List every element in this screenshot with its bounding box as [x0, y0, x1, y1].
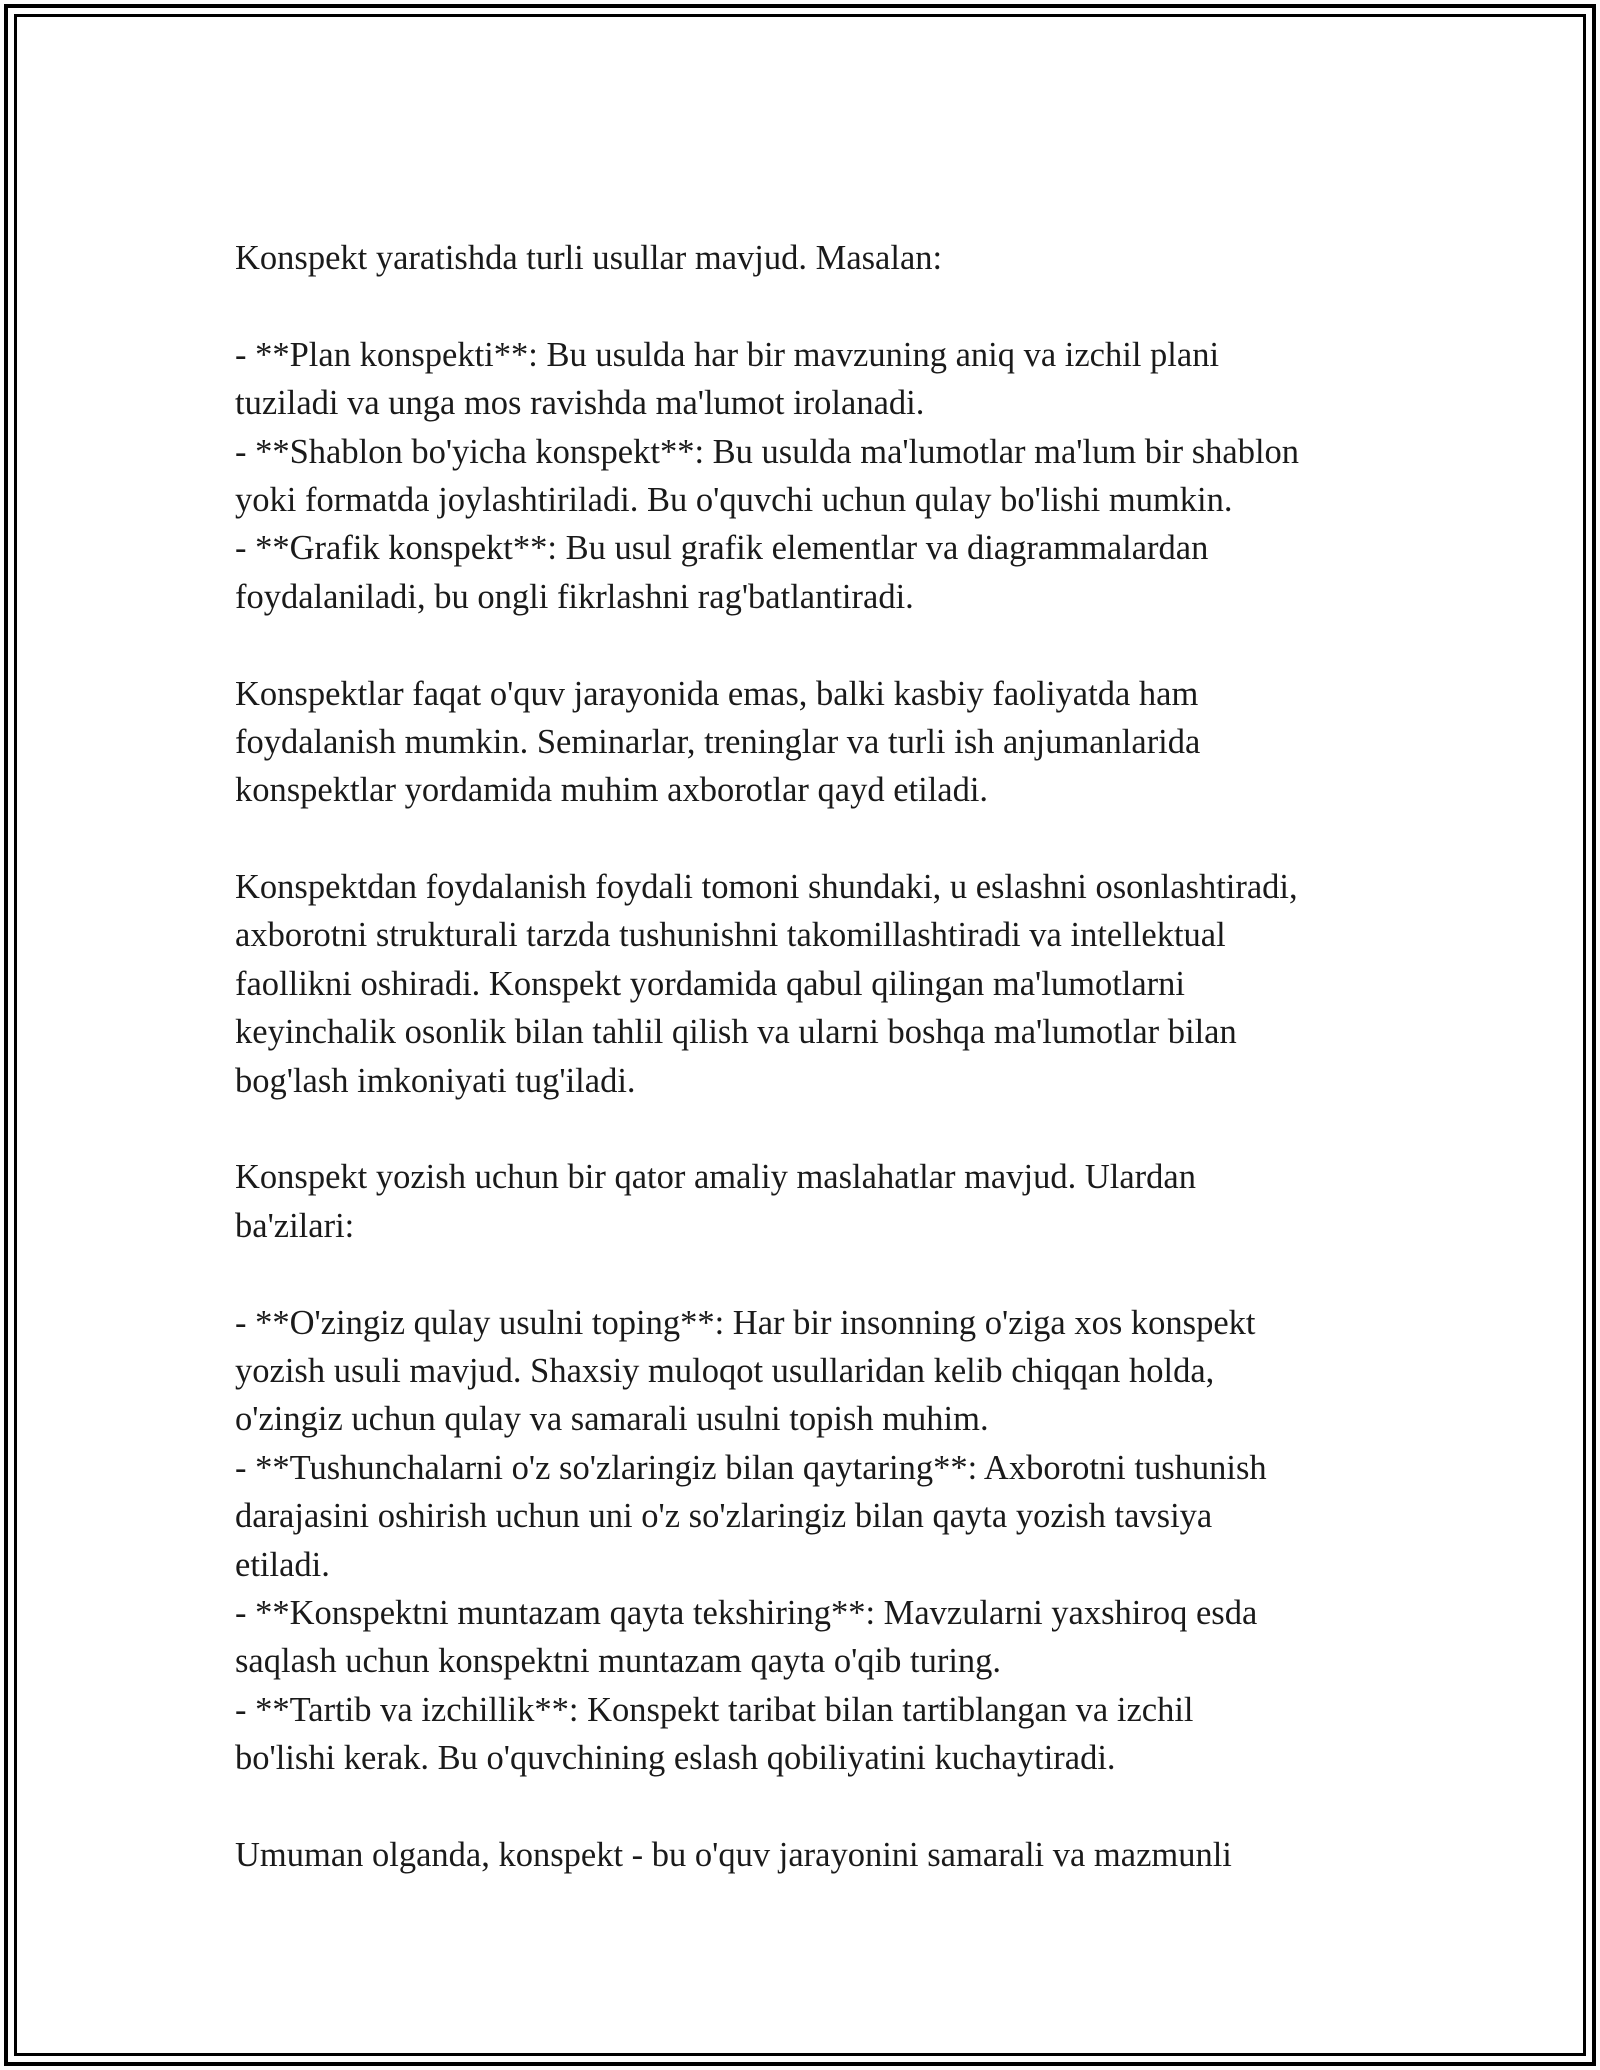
text-line: - **Tushunchalarni o'z so'zlaringiz bilan qaytaring**: Axborotni tushunish	[235, 1448, 1267, 1487]
text-line: faollikni oshiradi. Konspekt yordamida qabul qilingan ma'lumotlarni	[235, 964, 1185, 1003]
text-line: - **O'zingiz qulay usulni toping**: Har bir insonning o'ziga xos konspekt	[235, 1303, 1256, 1342]
text-line: axborotni strukturali tarzda tushunishni takomillashtiradi va intellektual	[235, 916, 1226, 955]
paragraph-spacer	[235, 1250, 1395, 1298]
paragraph-spacer	[235, 282, 1395, 330]
text-line: yoki formatda joylashtiriladi. Bu o'quvchi uchun qulay bo'lishi mumkin.	[235, 480, 1233, 519]
paragraph-spacer	[235, 1105, 1395, 1153]
text-line: bog'lash imkoniyati tug'iladi.	[235, 1061, 636, 1100]
paragraph-spacer	[235, 621, 1395, 669]
text-line: - **Plan konspekti**: Bu usulda har bir mavzuning aniq va izchil plani	[235, 335, 1220, 374]
paragraph	[235, 1153, 1395, 1250]
text-line: darajasini oshirish uchun uni o'z so'zlaringiz bilan qayta yozish tavsiya	[235, 1497, 1213, 1536]
text-line: etiladi.	[235, 1545, 330, 1584]
text-line: - **Grafik konspekt**: Bu usul grafik elementlar va diagrammalardan	[235, 529, 1209, 568]
paragraph-spacer	[235, 1783, 1395, 1831]
text-line: Konspekt yozish uchun bir qator amaliy maslahatlar mavjud. Ulardan	[235, 1158, 1196, 1197]
text-line: o'zingiz uchun qulay va samarali usulni topish muhim.	[235, 1400, 989, 1439]
text-line: foydalaniladi, bu ongli fikrlashni rag'batlantiradi.	[235, 577, 914, 616]
text-line: saqlash uchun konspektni muntazam qayta o'qib turing.	[235, 1642, 1002, 1681]
paragraph	[235, 234, 1395, 282]
paragraph	[235, 331, 1395, 621]
paragraph	[235, 670, 1395, 815]
text-line: keyinchalik osonlik bilan tahlil qilish va ularni boshqa ma'lumotlar bilan	[235, 1013, 1237, 1052]
text-line: Konspekt yaratishda turli usullar mavjud. Masalan:	[235, 239, 943, 277]
paragraph	[235, 1831, 1395, 1879]
text-line: tuziladi va unga mos ravishda ma'lumot irolanadi.	[235, 384, 925, 423]
paragraph-spacer	[235, 815, 1395, 863]
text-line: Konspektdan foydalanish foydali tomoni shundaki, u eslashni osonlashtiradi,	[235, 868, 1298, 907]
text-line: foydalanish mumkin. Seminarlar, treninglar va turli ish anjumanlarida	[235, 722, 1201, 761]
paragraph	[235, 1299, 1395, 1783]
text-line: Umuman olganda, konspekt - bu o'quv jarayonini samarali va mazmunli	[235, 1835, 1232, 1874]
text-line: - **Tartib va izchillik**: Konspekt taribat bilan tartiblangan va izchil	[235, 1690, 1194, 1729]
paragraph	[235, 863, 1395, 1105]
text-line: ba'zilari:	[235, 1206, 355, 1245]
text-line: - **Shablon bo'yicha konspekt**: Bu usulda ma'lumotlar ma'lum bir shablon	[235, 432, 1300, 471]
text-line: yozish usuli mavjud. Shaxsiy muloqot usullaridan kelib chiqqan holda,	[235, 1351, 1215, 1390]
text-line: - **Konspektni muntazam qayta tekshiring**: Mavzularni yaxshiroq esda	[235, 1593, 1258, 1632]
text-line: bo'lishi kerak. Bu o'quvchining eslash qobiliyatini kuchaytiradi.	[235, 1739, 1116, 1778]
text-line: konspektlar yordamida muhim axborotlar qayd etiladi.	[235, 771, 989, 810]
document-body	[235, 234, 1395, 1879]
text-line: Konspektlar faqat o'quv jarayonida emas, balki kasbiy faoliyatda ham	[235, 674, 1199, 713]
